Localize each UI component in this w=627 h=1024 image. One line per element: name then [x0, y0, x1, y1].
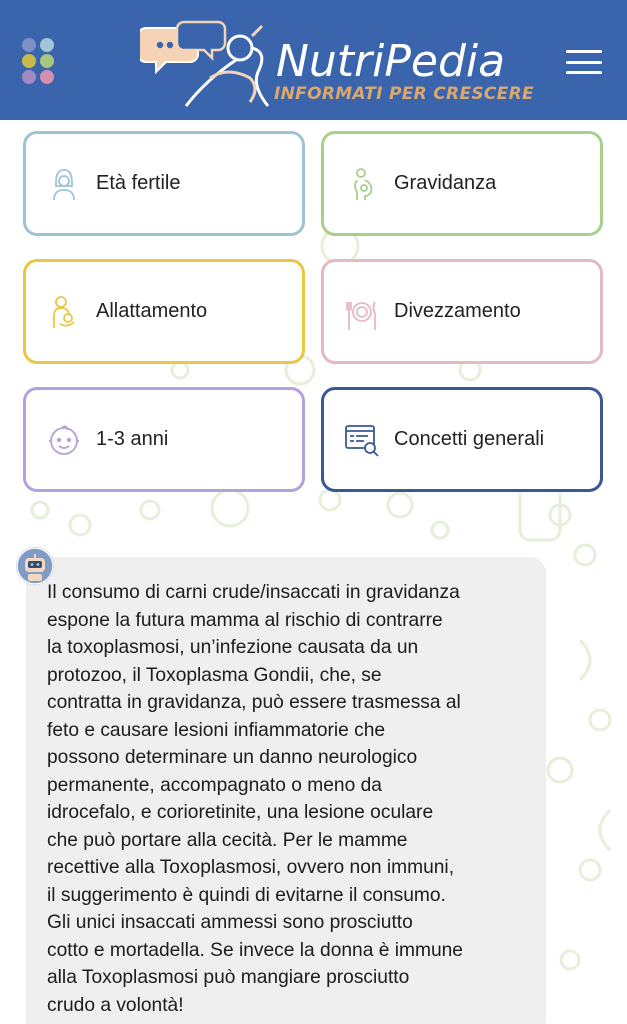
message-line: Gli unici insaccati ammessi sono prosciutto: [47, 912, 413, 933]
message-line: Il consumo di carni crude/insaccati in gravidanza: [47, 582, 460, 603]
category-label: Allattamento: [96, 300, 208, 322]
brand-tagline: INFORMATI PER CRESCERE: [274, 84, 534, 104]
message-line: che può portare alla cecità. Per le mamme: [47, 829, 408, 851]
category-label: Divezzamento: [394, 300, 521, 322]
baby-face-icon: [46, 422, 82, 458]
message-line: contratta in gravidanza, può essere trasmessa al: [47, 692, 461, 713]
message-line: feto e causare lesioni infiammatorie che: [47, 719, 386, 741]
message-line: alla Toxoplasmosi può mangiare prosciutto: [47, 967, 410, 988]
pregnant-icon: [344, 166, 380, 202]
brand-title: NutriPedia: [276, 36, 506, 87]
message-line: idrocefalo, e corioretinite, una lesione oculare: [47, 802, 434, 823]
apps-dot: [22, 38, 36, 52]
chat-message-text: [47, 579, 537, 1019]
menu-bar: [566, 61, 602, 64]
logo-mark-icon: [140, 14, 280, 110]
category-card-eta-fertile[interactable]: [23, 131, 305, 236]
message-line: il suggerimento è quindi di evitarne il consumo.: [47, 884, 446, 906]
message-line: recettive alla Toxoplasmosi, ovvero non immuni,: [47, 857, 455, 878]
apps-grid-icon[interactable]: [22, 38, 56, 86]
breastfeeding-icon: [46, 294, 82, 330]
plate-cutlery-icon: [344, 294, 380, 330]
menu-bar: [566, 71, 602, 74]
apps-dot: [22, 70, 36, 84]
category-card-1-3-anni[interactable]: [23, 387, 305, 492]
apps-dot: [40, 54, 54, 68]
category-card-gravidanza[interactable]: [321, 131, 603, 236]
message-line: crudo a volontà!: [47, 994, 184, 1016]
message-line: possono determinare un danno neurologico: [47, 747, 418, 768]
hamburger-menu-icon[interactable]: [566, 50, 602, 74]
message-line: la toxoplasmosi, un’infezione causata da un: [47, 637, 419, 658]
woman-icon: [46, 166, 82, 202]
apps-dot: [40, 70, 54, 84]
app-header: [0, 0, 627, 120]
category-card-divezzamento[interactable]: [321, 259, 603, 364]
category-label: 1-3 anni: [96, 428, 169, 450]
category-label: Gravidanza: [394, 172, 497, 194]
app-logo[interactable]: [140, 14, 534, 110]
message-line: protozoo, il Toxoplasma Gondii, che, se: [47, 664, 382, 686]
category-label: Età fertile: [96, 172, 181, 194]
document-search-icon: [344, 422, 380, 458]
message-line: cotto e mortadella. Se invece la donna è immune: [47, 939, 463, 961]
category-label: Concetti generali: [394, 428, 545, 450]
apps-dot: [40, 38, 54, 52]
category-card-allattamento[interactable]: [23, 259, 305, 364]
apps-dot: [22, 54, 36, 68]
message-line: espone la futura mamma al rischio di contrarre: [47, 609, 443, 631]
category-card-concetti-generali[interactable]: [321, 387, 603, 492]
message-line: permanente, accompagnato o meno da: [47, 774, 382, 796]
menu-bar: [566, 50, 602, 53]
